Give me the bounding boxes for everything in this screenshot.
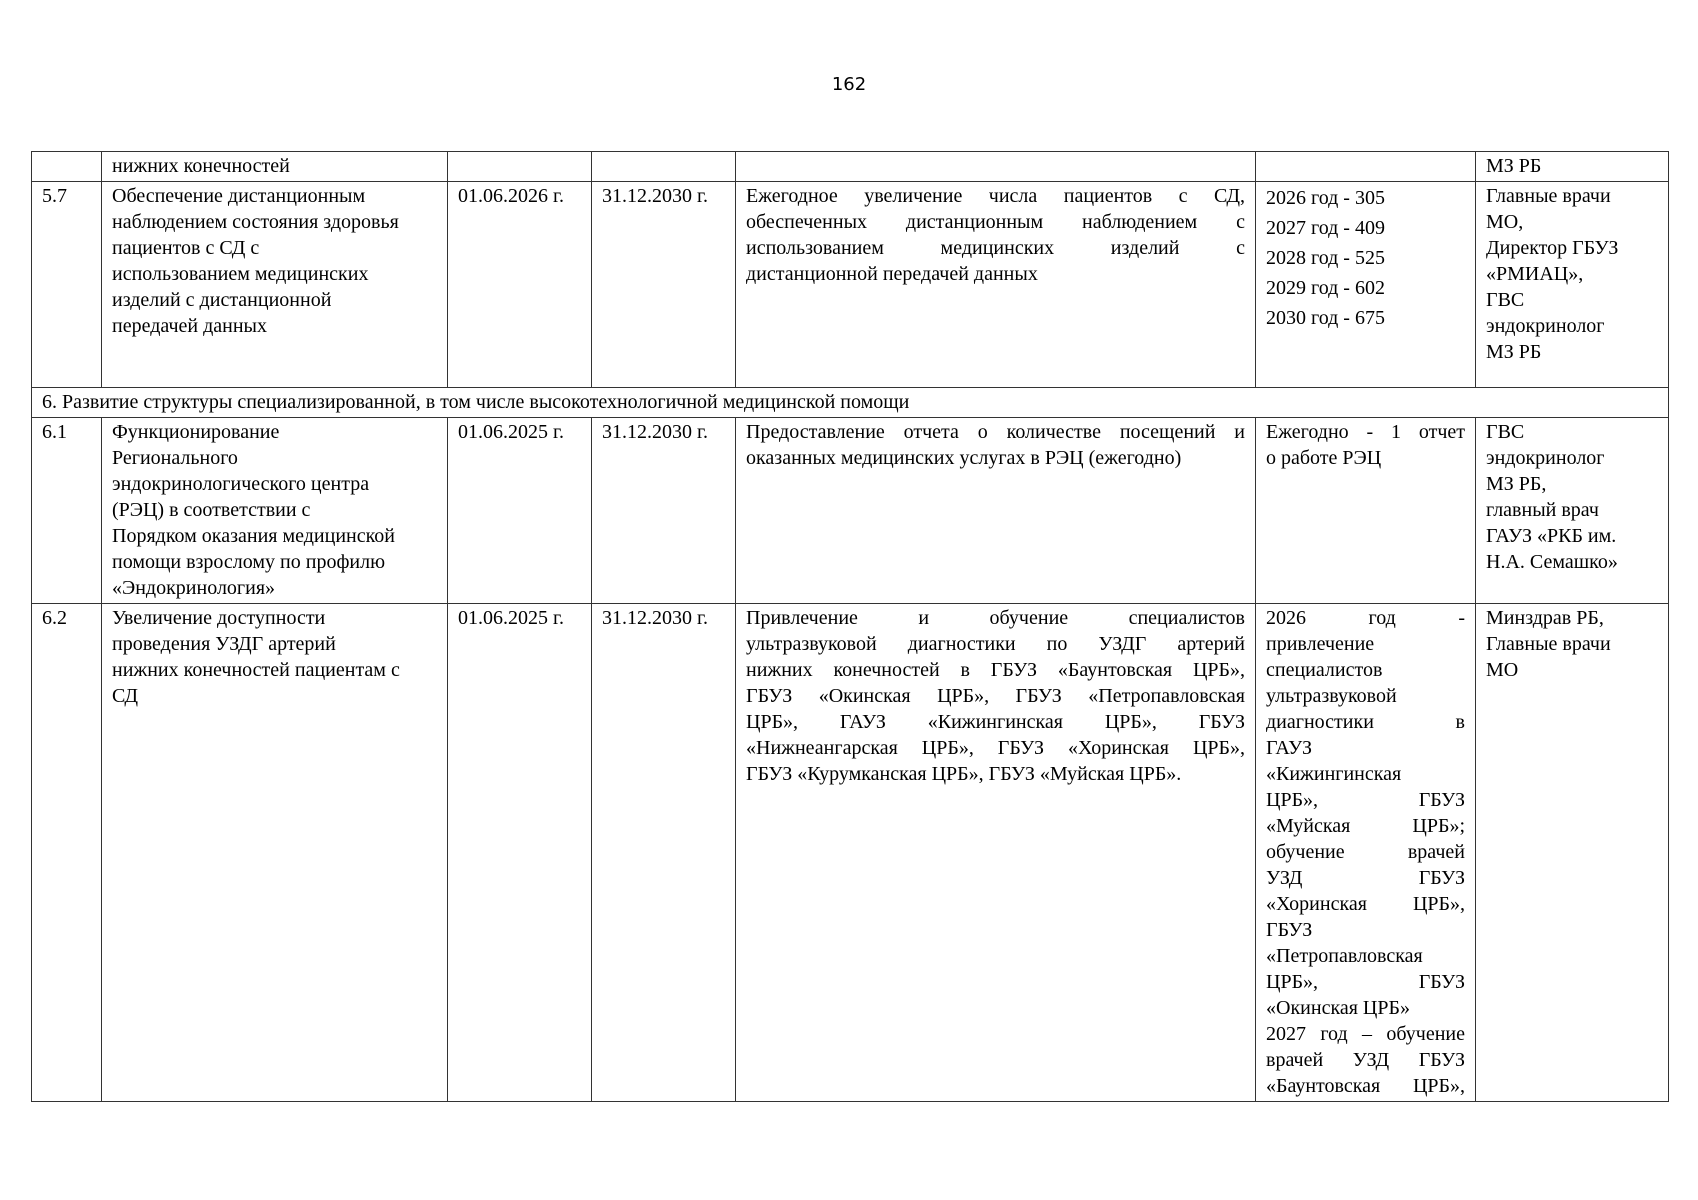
cell-start: [448, 152, 592, 182]
measures-table: [31, 151, 1669, 1102]
cell-start: 01.06.2026 г.: [448, 182, 592, 388]
cell-indicator: 2026 год - привлечение специалистов ультразвуковой диагностики в ГАУЗ «Кижингинская ЦРБ», ГБУЗ «Муйская ЦРБ»; обучение врачей УЗД ГБУЗ «Хоринская ЦРБ», ГБУЗ «Петропавловская ЦРБ», ГБУЗ «Окинская ЦРБ» 2027 год – обучение врачей УЗД ГБУЗ «Баунтовская ЦРБ»,: [1256, 604, 1476, 1102]
section-title: 6. Развитие структуры специализированной, в том числе высокотехнологичной медицинской помощи: [32, 388, 1669, 418]
table-row-continuation: [32, 152, 1669, 182]
cell-responsible: МЗ РБ: [1476, 152, 1669, 182]
cell-end: [592, 152, 736, 182]
cell-indicator: Ежегодно - 1 отчет о работе РЭЦ: [1256, 418, 1476, 604]
page-number: 162: [831, 74, 867, 95]
cell-name: Увеличение доступности проведения УЗДГ артерий нижних конечностей пациентам с СД: [102, 604, 448, 1102]
cell-num: 6.2: [32, 604, 102, 1102]
cell-end: 31.12.2030 г.: [592, 418, 736, 604]
cell-name: нижних конечностей: [102, 152, 448, 182]
table-row-6-1: [32, 418, 1669, 604]
cell-start: 01.06.2025 г.: [448, 604, 592, 1102]
cell-result: [736, 152, 1256, 182]
cell-indicator: [1256, 152, 1476, 182]
cell-result: Предоставление отчета о количестве посещений и оказанных медицинских услугах в РЭЦ (ежегодно): [736, 418, 1256, 604]
table-row-5-7: [32, 182, 1669, 388]
cell-end: 31.12.2030 г.: [592, 604, 736, 1102]
cell-end: 31.12.2030 г.: [592, 182, 736, 388]
cell-result: Ежегодное увеличение числа пациентов с СД, обеспеченных дистанционным наблюдением с использованием медицинских изделий с дистанционной передачей данных: [736, 182, 1256, 388]
cell-num: 5.7: [32, 182, 102, 388]
cell-name: Функционирование Регионального эндокринологического центра (РЭЦ) в соответствии с Порядком оказания медицинской помощи взрослому по профилю «Эндокринология»: [102, 418, 448, 604]
cell-indicator: 2026 год - 305 2027 год - 409 2028 год - 525 2029 год - 602 2030 год - 675: [1256, 182, 1476, 388]
cell-responsible: ГВС эндокринолог МЗ РБ, главный врач ГАУЗ «РКБ им. Н.А. Семашко»: [1476, 418, 1669, 604]
section-header-row: [32, 388, 1669, 418]
cell-start: 01.06.2025 г.: [448, 418, 592, 604]
table-row-6-2: [32, 604, 1669, 1102]
cell-result: Привлечение и обучение специалистов ультразвуковой диагностики по УЗДГ артерий нижних конечностей в ГБУЗ «Баунтовская ЦРБ», ГБУЗ «Окинская ЦРБ», ГБУЗ «Петропавловская ЦРБ», ГАУЗ «Кижингинская ЦРБ», ГБУЗ «Нижнеангарская ЦРБ», ГБУЗ «Хоринская ЦРБ», ГБУЗ «Курумканская ЦРБ», ГБУЗ «Муйская ЦРБ».: [736, 604, 1256, 1102]
cell-num: 6.1: [32, 418, 102, 604]
cell-responsible: Главные врачи МО, Директор ГБУЗ «РМИАЦ», ГВС эндокринолог МЗ РБ: [1476, 182, 1669, 388]
cell-num: [32, 152, 102, 182]
cell-responsible: Минздрав РБ, Главные врачи МО: [1476, 604, 1669, 1102]
cell-name: Обеспечение дистанционным наблюдением состояния здоровья пациентов с СД с использованием медицинских изделий с дистанционной передачей данных: [102, 182, 448, 388]
